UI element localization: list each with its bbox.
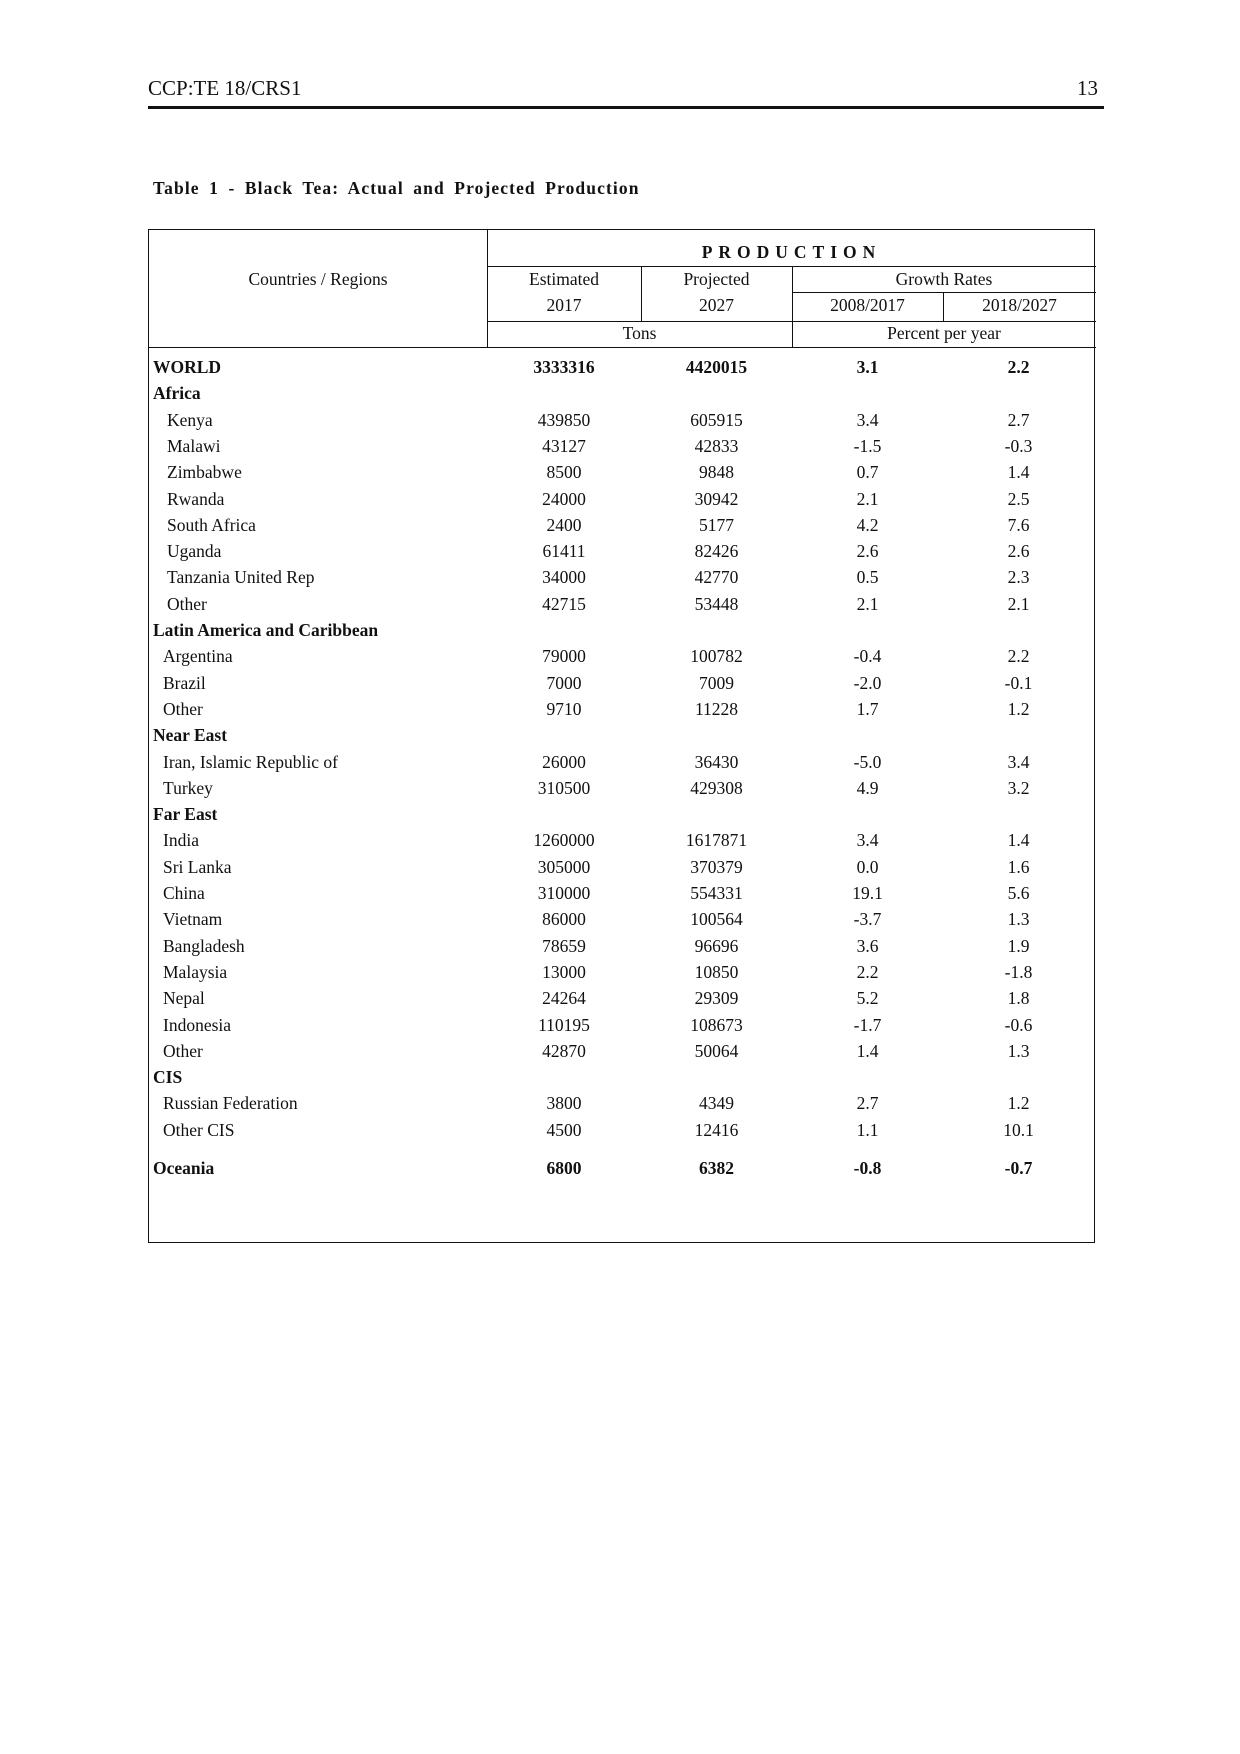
growth-2008-2017-cell: 0.0 (856, 856, 879, 877)
growth-period-1: 2008/2017 (830, 295, 905, 315)
row-name: Tanzania United Rep (167, 567, 315, 588)
projected-2027-cell: 4420015 (685, 357, 748, 377)
growth-2018-2027-cell: 1.2 (1007, 1093, 1030, 1114)
growth-period-2: 2018/2027 (982, 295, 1057, 315)
estimated-header: Estimated (529, 269, 599, 289)
growth-2008-2017-cell: 2.7 (856, 1093, 879, 1114)
growth-2008-2017-cell: 1.7 (856, 698, 879, 719)
projected-2027-cell: 42770 (694, 567, 739, 588)
table-row (149, 1120, 1096, 1146)
growth-2018-2027-cell: -1.8 (1004, 961, 1033, 982)
row-name: China (163, 883, 205, 903)
growth-2008-2017-cell: 3.6 (856, 935, 879, 956)
row-name: Bangladesh (163, 935, 245, 956)
growth-2008-2017-cell: -5.0 (853, 751, 882, 772)
table-row (149, 673, 1096, 699)
growth-2008-2017-cell: 0.7 (856, 462, 879, 483)
row-name: Other (163, 698, 203, 719)
growth-2018-2027-cell: 2.3 (1007, 567, 1030, 588)
estimated-2017-cell: 305000 (537, 856, 591, 877)
growth-2018-2027-cell: 1.2 (1007, 698, 1030, 719)
growth-2018-2027-cell: 1.3 (1007, 1040, 1030, 1061)
table-row (149, 515, 1096, 541)
row-name: Iran, Islamic Republic of (163, 751, 338, 772)
growth-2018-2027-cell: 2.2 (1007, 646, 1030, 667)
estimated-2017-cell: 9710 (546, 698, 582, 719)
table-row (149, 988, 1096, 1014)
projected-2027-cell: 30942 (694, 488, 739, 509)
table-row (149, 594, 1096, 620)
table-row (149, 1093, 1096, 1119)
estimated-2017-cell: 1260000 (533, 830, 595, 851)
estimated-2017-cell: 6800 (546, 1158, 582, 1178)
projected-2027-cell: 36430 (694, 751, 739, 772)
growth-2018-2027-cell: 1.6 (1007, 856, 1030, 877)
table-row (149, 489, 1096, 515)
table-row (149, 462, 1096, 488)
projected-2027-cell: 100782 (690, 646, 743, 667)
region-row (149, 725, 1096, 751)
table-caption: Table 1 - Black Tea: Actual and Projected Production (153, 178, 640, 198)
estimated-2017-cell: 439850 (537, 409, 591, 430)
projected-2027-cell: 82426 (694, 541, 739, 562)
estimated-2017-cell: 42715 (542, 593, 586, 614)
projected-2027-cell: 370379 (690, 856, 743, 877)
table-row (149, 436, 1096, 462)
row-name: Africa (153, 383, 201, 404)
table-row (149, 1041, 1096, 1067)
estimated-2017-cell: 310500 (537, 777, 591, 798)
region-row (149, 383, 1096, 409)
estimated-2017-cell: 86000 (542, 909, 586, 930)
table-row (149, 936, 1096, 962)
growth-2008-2017-cell: -2.0 (853, 672, 882, 693)
estimated-2017-cell: 3800 (546, 1093, 582, 1114)
table-row (149, 567, 1096, 593)
growth-rates-header: Growth Rates (895, 269, 993, 289)
unit-percent: Percent per year (887, 323, 1001, 343)
row-name: Malaysia (163, 961, 228, 982)
row-name: Rwanda (167, 488, 225, 509)
estimated-2017-cell: 43127 (542, 435, 586, 456)
table-row (149, 830, 1096, 856)
projected-2027-cell: 53448 (694, 593, 739, 614)
projected-2027-cell: 9848 (699, 462, 734, 483)
projected-2027-cell: 11228 (694, 698, 739, 719)
growth-2008-2017-cell: -3.7 (853, 909, 882, 930)
projected-2027-cell: 4349 (699, 1093, 734, 1114)
growth-2008-2017-cell: 0.5 (856, 567, 879, 588)
growth-2018-2027-cell: 2.5 (1007, 488, 1030, 509)
region-row (149, 804, 1096, 830)
production-header: PRODUCTION (701, 242, 882, 262)
table-row (149, 410, 1096, 436)
projected-2027-cell: 50064 (694, 1040, 739, 1061)
growth-2018-2027-cell: 2.7 (1007, 409, 1030, 430)
growth-2018-2027-cell: 3.2 (1007, 777, 1030, 798)
projected-2027-cell: 29309 (694, 988, 739, 1009)
growth-2008-2017-cell: 1.4 (856, 1040, 879, 1061)
estimated-year: 2017 (546, 295, 582, 315)
estimated-2017-cell: 24264 (542, 988, 586, 1009)
growth-2018-2027-cell: -0.6 (1004, 1014, 1033, 1035)
table-row (149, 1015, 1096, 1041)
growth-2008-2017-cell: -1.7 (853, 1014, 882, 1035)
projected-2027-cell: 1617871 (685, 830, 748, 851)
row-name: Argentina (163, 646, 233, 667)
projected-2027-cell: 605915 (690, 409, 743, 430)
growth-2018-2027-cell: 1.3 (1007, 909, 1030, 930)
table-row (149, 646, 1096, 672)
growth-2018-2027-cell: -0.1 (1004, 672, 1033, 693)
estimated-2017-cell: 3333316 (533, 357, 595, 377)
estimated-2017-cell: 2400 (546, 514, 582, 535)
estimated-2017-cell: 110195 (538, 1014, 590, 1035)
row-name: Kenya (167, 409, 213, 430)
growth-2008-2017-cell: 4.2 (856, 514, 879, 535)
table-row (149, 962, 1096, 988)
growth-2018-2027-cell: 1.4 (1007, 462, 1030, 483)
estimated-2017-cell: 78659 (542, 935, 586, 956)
row-name: Other CIS (163, 1119, 235, 1140)
growth-2018-2027-cell: 2.2 (1007, 357, 1030, 377)
growth-2008-2017-cell: -0.8 (853, 1158, 882, 1178)
row-name: Near East (153, 725, 228, 746)
growth-2008-2017-cell: -1.5 (853, 435, 882, 456)
table-row (149, 909, 1096, 935)
row-name: South Africa (167, 514, 256, 535)
projected-2027-cell: 6382 (699, 1158, 734, 1178)
table-row (149, 752, 1096, 778)
estimated-2017-cell: 42870 (542, 1040, 586, 1061)
growth-2008-2017-cell: 2.2 (856, 961, 879, 982)
projected-2027-cell: 108673 (690, 1014, 743, 1035)
estimated-2017-cell: 4500 (546, 1119, 582, 1140)
row-name: Brazil (163, 672, 206, 693)
growth-2008-2017-cell: 5.2 (856, 988, 879, 1009)
growth-2008-2017-cell: 2.1 (856, 488, 879, 509)
row-name: Sri Lanka (163, 856, 232, 877)
projected-header: Projected (683, 269, 750, 289)
header-bottom-rule (149, 347, 1096, 348)
growth-2008-2017-cell: 1.1 (856, 1119, 879, 1140)
table-row (149, 778, 1096, 804)
page-header (148, 74, 1104, 109)
estimated-2017-cell: 310000 (537, 883, 591, 903)
growth-2018-2027-cell: -0.3 (1004, 435, 1033, 456)
growth-2008-2017-cell: 3.1 (856, 357, 879, 377)
estimated-2017-cell: 34000 (542, 567, 586, 588)
countries-regions-header: Countries / Regions (248, 269, 388, 289)
estimated-2017-cell: 13000 (542, 961, 586, 982)
row-name: Latin America and Caribbean (153, 620, 379, 640)
growth-2008-2017-cell: 2.1 (856, 593, 879, 614)
growth-2018-2027-cell: 2.6 (1007, 541, 1030, 562)
total-row (149, 357, 1096, 383)
growth-2008-2017-cell: 3.4 (856, 409, 879, 430)
estimated-2017-cell: 7000 (546, 672, 582, 693)
projected-2027-cell: 12416 (694, 1119, 739, 1140)
growth-2008-2017-cell: 3.4 (856, 830, 879, 851)
growth-2008-2017-cell: 4.9 (856, 777, 879, 798)
projected-2027-cell: 42833 (694, 435, 739, 456)
growth-2008-2017-cell: 19.1 (852, 883, 883, 903)
row-name: CIS (153, 1067, 183, 1088)
row-name: Other (163, 1040, 203, 1061)
estimated-2017-cell: 79000 (542, 646, 586, 667)
region-row (149, 1067, 1096, 1093)
row-name: Far East (153, 804, 218, 825)
row-name: Turkey (163, 777, 213, 798)
row-name: Oceania (153, 1158, 215, 1178)
estimated-2017-cell: 61411 (542, 541, 586, 562)
table-row (149, 541, 1096, 567)
header-divider (487, 321, 1096, 322)
projected-year: 2027 (699, 295, 734, 315)
projected-2027-cell: 7009 (699, 672, 734, 693)
growth-2018-2027-cell: 1.9 (1007, 935, 1030, 956)
growth-2018-2027-cell: 10.1 (1003, 1119, 1034, 1140)
row-name: Nepal (163, 988, 205, 1009)
projected-2027-cell: 10850 (694, 961, 739, 982)
total-row (149, 1158, 1096, 1184)
table-row (149, 883, 1096, 909)
row-name: Malawi (167, 435, 221, 456)
projected-2027-cell: 554331 (690, 883, 743, 903)
row-name: Russian Federation (163, 1093, 298, 1114)
region-row (149, 620, 1096, 646)
growth-2008-2017-cell: 2.6 (856, 541, 879, 562)
growth-2018-2027-cell: 2.1 (1007, 593, 1030, 614)
row-name: India (163, 830, 199, 851)
projected-2027-cell: 429308 (690, 777, 743, 798)
row-name: Other (167, 593, 207, 614)
page-number: 13 (1077, 76, 1098, 100)
growth-2018-2027-cell: 1.4 (1007, 830, 1030, 851)
row-name: WORLD (153, 357, 222, 377)
row-name: Vietnam (163, 909, 223, 930)
growth-2018-2027-cell: 5.6 (1007, 883, 1030, 903)
row-name: Uganda (167, 541, 222, 562)
header-divider (792, 292, 1096, 293)
projected-2027-cell: 100564 (690, 909, 743, 930)
estimated-2017-cell: 8500 (546, 462, 582, 483)
production-table (148, 229, 1095, 1243)
projected-2027-cell: 5177 (699, 514, 734, 535)
row-name: Zimbabwe (167, 462, 242, 483)
unit-tons: Tons (622, 323, 657, 343)
growth-2008-2017-cell: -0.4 (853, 646, 882, 667)
row-name: Indonesia (163, 1014, 232, 1035)
estimated-2017-cell: 24000 (542, 488, 586, 509)
table-row (149, 857, 1096, 883)
growth-2018-2027-cell: 1.8 (1007, 988, 1030, 1009)
growth-2018-2027-cell: 7.6 (1007, 514, 1030, 535)
document-reference: CCP:TE 18/CRS1 (148, 76, 302, 100)
growth-2018-2027-cell: -0.7 (1004, 1158, 1033, 1178)
estimated-2017-cell: 26000 (542, 751, 586, 772)
growth-2018-2027-cell: 3.4 (1007, 751, 1030, 772)
table-row (149, 699, 1096, 725)
projected-2027-cell: 96696 (694, 935, 739, 956)
